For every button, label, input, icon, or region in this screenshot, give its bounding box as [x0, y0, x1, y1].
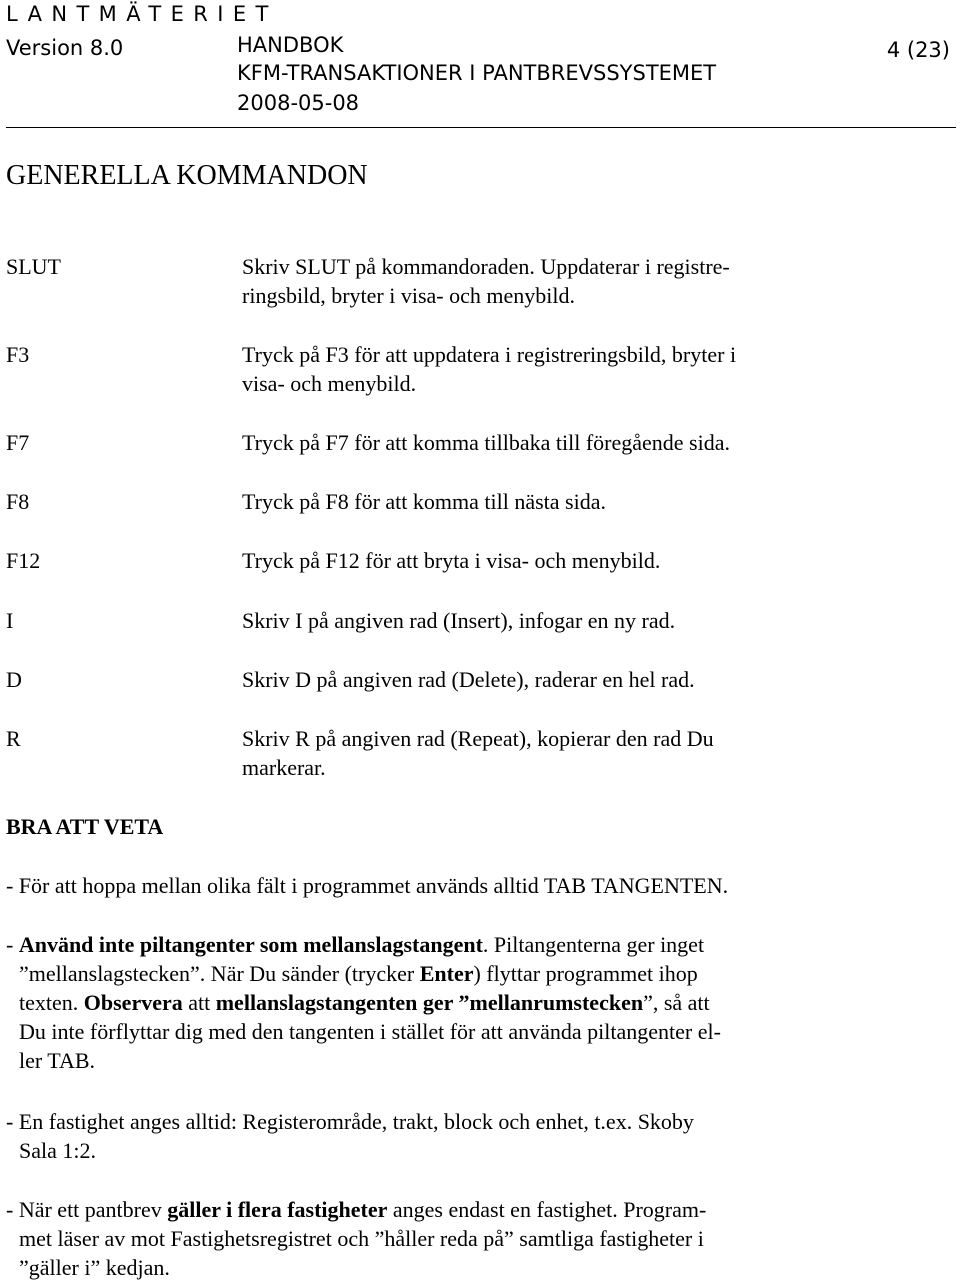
- description-line: Skriv SLUT på kommandoraden. Uppdaterar i registre-: [242, 254, 730, 279]
- command-description: [242, 252, 837, 310]
- tip-text: - När ett pantbrev: [6, 1197, 168, 1222]
- tip-text: ”mellanslagstecken”. När Du sänder (trycker: [19, 961, 420, 986]
- tip-line: [6, 930, 837, 959]
- handbook-title: HANDBOK: [237, 33, 344, 57]
- tips-heading: BRA ATT VETA: [6, 814, 164, 839]
- tip-line: [6, 1195, 837, 1224]
- page-number: 4 (23): [886, 38, 950, 62]
- tip-tab-key: - För att hoppa mellan olika fält i programmet används alltid TAB TANGENTEN.: [6, 873, 729, 898]
- tip-emphasis: gäller i flera fastigheter: [167, 1197, 388, 1222]
- tip-line: - En fastighet anges alltid: Registerområde, trakt, block och enhet, t.ex. Skoby: [6, 1109, 694, 1134]
- description-line: markerar.: [242, 755, 326, 780]
- command-description: Tryck på F8 för att komma till nästa sida.: [242, 489, 606, 514]
- tip-arrow-keys: [6, 930, 837, 1075]
- document-date: 2008-05-08: [237, 91, 360, 115]
- header-divider: [6, 127, 956, 128]
- command-key: F12: [6, 548, 41, 573]
- tip-emphasis: Observera: [83, 990, 183, 1015]
- tip-text: texten.: [19, 990, 84, 1015]
- tip-text: anges endast en fastighet. Program-: [387, 1197, 707, 1222]
- tip-prefix: -: [6, 932, 19, 957]
- command-description: [242, 724, 837, 782]
- organization-name: LANTMÄTERIET: [6, 2, 278, 26]
- version-label: Version 8.0: [6, 36, 124, 60]
- tip-emphasis: Enter: [419, 961, 474, 986]
- tip-text: att: [182, 990, 216, 1015]
- command-description: Skriv I på angiven rad (Insert), infogar en ny rad.: [242, 608, 676, 633]
- command-key: F7: [6, 430, 30, 455]
- tip-text: ”, så att: [643, 990, 710, 1015]
- command-key: R: [6, 726, 21, 751]
- command-description: Skriv D på angiven rad (Delete), raderar en hel rad.: [242, 667, 695, 692]
- description-line: Tryck på F3 för att uppdatera i registreringsbild, bryter i: [242, 342, 737, 367]
- tip-emphasis: mellanslagstangenten ger ”mellanrumstecken: [215, 990, 644, 1015]
- command-description: Tryck på F12 för att bryta i visa- och menybild.: [242, 548, 661, 573]
- tip-line: ler TAB.: [19, 1048, 96, 1073]
- section-title: GENERELLA KOMMANDON: [6, 160, 368, 191]
- description-line: ringsbild, bryter i visa- och menybild.: [242, 283, 575, 308]
- description-line: visa- och menybild.: [242, 371, 417, 396]
- handbook-subtitle: KFM-TRANSAKTIONER I PANTBREVSSYSTEMET: [237, 61, 717, 85]
- tip-line: [6, 959, 837, 988]
- command-key: F3: [6, 342, 30, 367]
- description-line: Skriv R på angiven rad (Repeat), kopierar den rad Du: [242, 726, 714, 751]
- command-key: SLUT: [6, 254, 61, 279]
- command-key: F8: [6, 489, 30, 514]
- tip-line: Du inte förflyttar dig med den tangenten i stället för att använda piltangenter el-: [19, 1019, 721, 1044]
- tip-line: met läser av mot Fastighetsregistret och ”håller reda på” samtliga fastigheter i: [19, 1226, 704, 1251]
- tip-property-format: [6, 1107, 837, 1165]
- tip-emphasis: Använd inte piltangenter som mellanslagstangent: [18, 932, 483, 957]
- tip-multiple-properties: [6, 1195, 837, 1282]
- command-key: I: [6, 608, 14, 633]
- tip-line: ”gäller i” kedjan.: [19, 1255, 170, 1280]
- command-key: D: [6, 667, 22, 692]
- tip-text: . Piltangenterna ger inget: [482, 932, 705, 957]
- tip-line: [6, 988, 837, 1017]
- command-description: Tryck på F7 för att komma tillbaka till föregående sida.: [242, 430, 730, 455]
- tip-line: Sala 1:2.: [19, 1138, 96, 1163]
- command-description: [242, 340, 837, 398]
- tip-text: ) flyttar programmet ihop: [473, 961, 698, 986]
